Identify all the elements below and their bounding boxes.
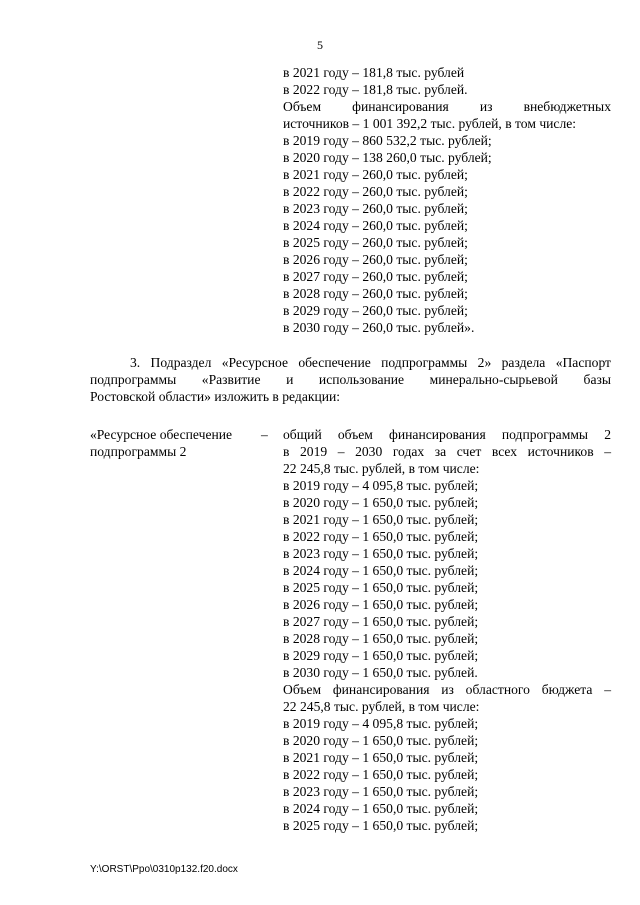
text-line: в 2023 году – 1 650,0 тыс. рублей; [283, 784, 479, 799]
text-line: в 2025 году – 1 650,0 тыс. рублей; [283, 580, 479, 595]
table-dash: – [261, 427, 268, 442]
text-line: общий объем финансирования подпрограммы 2 [283, 427, 611, 442]
text-line: Объем финансирования из внебюджетных [283, 99, 611, 114]
text-line: подпрограммы 2 [90, 444, 187, 459]
text-line: в 2022 году – 1 650,0 тыс. рублей; [283, 767, 479, 782]
text-line: в 2020 году – 1 650,0 тыс. рублей; [283, 495, 479, 510]
text-line: в 2029 году – 260,0 тыс. рублей; [283, 303, 468, 318]
page-number: 5 [317, 38, 323, 52]
text-line: в 2026 году – 1 650,0 тыс. рублей; [283, 597, 479, 612]
text-line: в 2024 году – 1 650,0 тыс. рублей; [283, 801, 479, 816]
text-line: в 2022 году – 260,0 тыс. рублей; [283, 184, 468, 199]
text-line: 3. Подраздел «Ресурсное обеспечение подпрограммы 2» раздела «Паспорт [130, 355, 611, 370]
text-line: в 2025 году – 1 650,0 тыс. рублей; [283, 818, 479, 833]
text-line: в 2019 году – 4 095,8 тыс. рублей; [283, 478, 479, 493]
amendment-paragraph [90, 354, 611, 405]
text-line: в 2025 году – 260,0 тыс. рублей; [283, 235, 468, 250]
text-line: «Ресурсное обеспечение [90, 427, 233, 442]
text-line: 22 245,8 тыс. рублей, в том числе: [283, 699, 480, 714]
text-line: в 2026 году – 260,0 тыс. рублей; [283, 252, 468, 267]
text-line: в 2028 году – 1 650,0 тыс. рублей; [283, 631, 479, 646]
text-line: в 2022 году – 1 650,0 тыс. рублей; [283, 529, 479, 544]
text-line: подпрограммы «Развитие и использование минерально-сырьевой базы [90, 372, 611, 387]
resource-left-cell [90, 426, 260, 460]
text-line: в 2024 году – 260,0 тыс. рублей; [283, 218, 468, 233]
file-path-footer: Y:\ORST\Ppo\0310p132.f20.docx [90, 864, 238, 875]
text-line: в 2030 году – 1 650,0 тыс. рублей. [283, 665, 478, 680]
text-line: в 2020 году – 138 260,0 тыс. рублей; [283, 150, 492, 165]
text-line: в 2019 – 2030 годах за счет всех источников – [283, 444, 611, 459]
text-line: в 2019 году – 860 532,2 тыс. рублей; [283, 133, 492, 148]
text-line: в 2019 году – 4 095,8 тыс. рублей; [283, 716, 479, 731]
text-line: в 2021 году – 260,0 тыс. рублей; [283, 167, 468, 182]
text-line: в 2029 году – 1 650,0 тыс. рублей; [283, 648, 479, 663]
resource-right-cell [283, 426, 611, 834]
text-line: в 2028 году – 260,0 тыс. рублей; [283, 286, 468, 301]
text-line: в 2022 году – 181,8 тыс. рублей. [283, 82, 468, 97]
text-line: в 2027 году – 260,0 тыс. рублей; [283, 269, 468, 284]
text-line: Объем финансирования из областного бюджета – [283, 682, 611, 697]
top-financing-block [283, 64, 611, 336]
text-line: в 2023 году – 260,0 тыс. рублей; [283, 201, 468, 216]
text-line: в 2021 году – 1 650,0 тыс. рублей; [283, 750, 479, 765]
text-line: в 2020 году – 1 650,0 тыс. рублей; [283, 733, 479, 748]
text-line: в 2023 году – 1 650,0 тыс. рублей; [283, 546, 479, 561]
text-line: Ростовской области» изложить в редакции: [90, 389, 341, 404]
text-line: в 2021 году – 181,8 тыс. рублей [283, 65, 465, 80]
text-line: источников – 1 001 392,2 тыс. рублей, в том числе: [283, 116, 577, 131]
text-line: в 2024 году – 1 650,0 тыс. рублей; [283, 563, 479, 578]
text-line: в 2030 году – 260,0 тыс. рублей». [283, 320, 475, 335]
text-line: в 2021 году – 1 650,0 тыс. рублей; [283, 512, 479, 527]
text-line: 22 245,8 тыс. рублей, в том числе: [283, 461, 480, 476]
text-line: в 2027 году – 1 650,0 тыс. рублей; [283, 614, 479, 629]
